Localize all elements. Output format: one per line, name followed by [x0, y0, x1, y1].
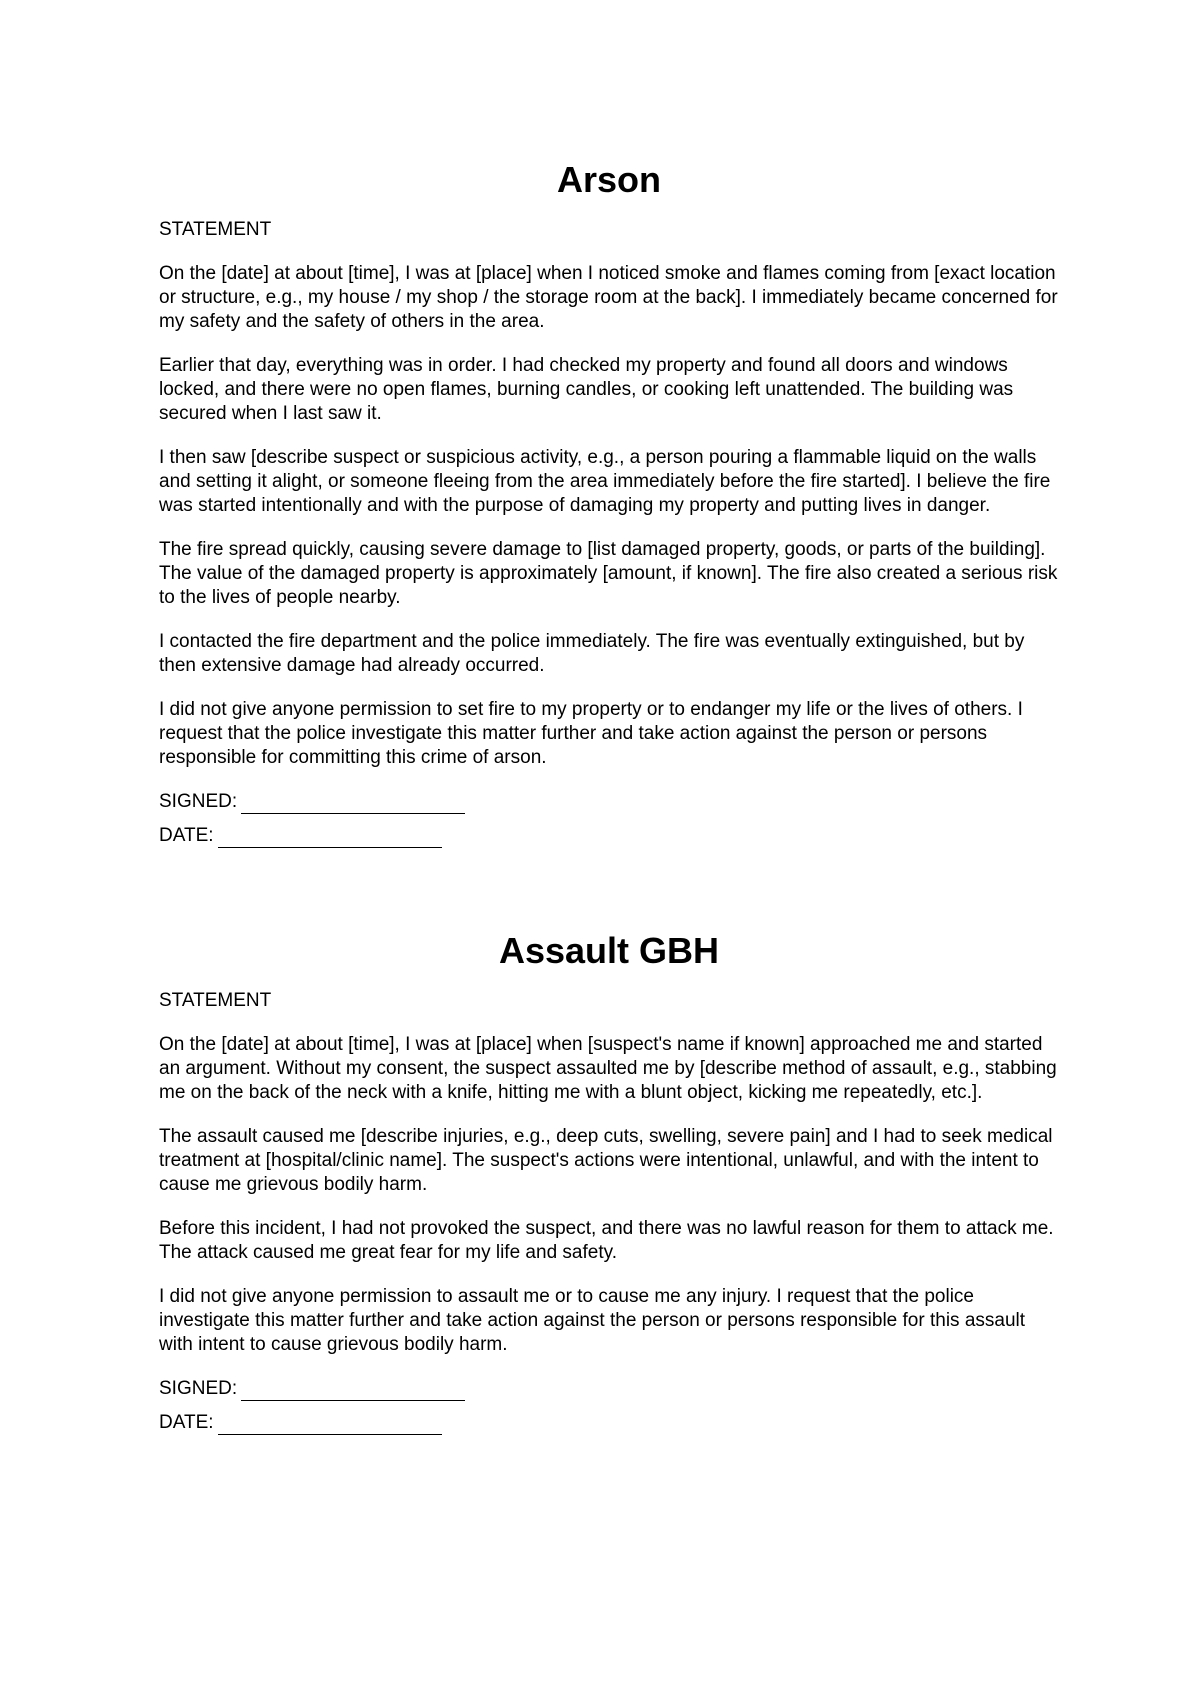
arson-section [159, 158, 1059, 848]
date-line [159, 824, 1059, 848]
signed-label: SIGNED: [159, 791, 238, 812]
statement-paragraph: Earlier that day, everything was in order. I had checked my property and found all doors and windows locked, and there were no open flames, burning candles, or cooking left unattended. The building was secured when I last saw it. [159, 355, 1014, 424]
section-title: Arson [556, 159, 661, 200]
statement-paragraph: On the [date] at about [time], I was at [place] when [suspect's name if known] approached me and started an argument. Without my consent, the suspect assaulted me by [describe method of assault, e.g., stabbing me on the back of the neck with a knife, hitting me with a blunt object, kicking me repeatedly, etc.]. [159, 1034, 1057, 1103]
statement-paragraph: I did not give anyone permission to assault me or to cause me any injury. I request that the police investigate this matter further and take action against the person or persons responsible for this assault with intent to cause grievous bodily harm. [159, 1286, 1026, 1355]
statement-paragraph: I then saw [describe suspect or suspicious activity, e.g., a person pouring a flammable liquid on the walls and setting it alight, or someone fleeing from the area immediately before the fire started]. I believe the fire was started intentionally and with the purpose of damaging my property and putting lives in danger. [159, 447, 1051, 516]
signature-blank [241, 795, 465, 814]
statement-label: STATEMENT [159, 990, 272, 1011]
signed-line [159, 790, 1059, 814]
date-label: DATE: [159, 1412, 214, 1433]
signed-line [159, 1377, 1059, 1401]
assault-gbh-section [159, 929, 1059, 1435]
date-label: DATE: [159, 825, 214, 846]
statement-paragraph: I did not give anyone permission to set fire to my property or to endanger my life or the lives of others. I request that the police investigate this matter further and take action against the person or persons responsible for committing this crime of arson. [159, 699, 1023, 768]
date-blank [218, 829, 442, 848]
statement-paragraph: Before this incident, I had not provoked the suspect, and there was no lawful reason for them to attack me. The attack caused me great fear for my life and safety. [159, 1218, 1054, 1263]
signature-blank [241, 1382, 465, 1401]
statement-paragraph: The assault caused me [describe injuries, e.g., deep cuts, swelling, severe pain] and I had to seek medical treatment at [hospital/clinic name]. The suspect's actions were intentional, unlawful, and with the intent to cause me grievous bodily harm. [159, 1126, 1053, 1195]
section-title: Assault GBH [498, 930, 720, 971]
statement-paragraph: On the [date] at about [time], I was at [place] when I noticed smoke and flames coming from [exact location or structure, e.g., my house / my shop / the storage room at the back]. I immediately became concerned for my safety and the safety of others in the area. [159, 263, 1058, 332]
signed-label: SIGNED: [159, 1378, 238, 1399]
date-blank [218, 1416, 442, 1435]
statement-label: STATEMENT [159, 219, 272, 240]
statement-paragraph: I contacted the fire department and the police immediately. The fire was eventually extinguished, but by then extensive damage had already occurred. [159, 631, 1025, 676]
date-line [159, 1411, 1059, 1435]
statement-paragraph: The fire spread quickly, causing severe damage to [list damaged property, goods, or parts of the building]. The value of the damaged property is approximately [amount, if known]. The fire also created a serious risk to the lives of people nearby. [159, 539, 1058, 608]
